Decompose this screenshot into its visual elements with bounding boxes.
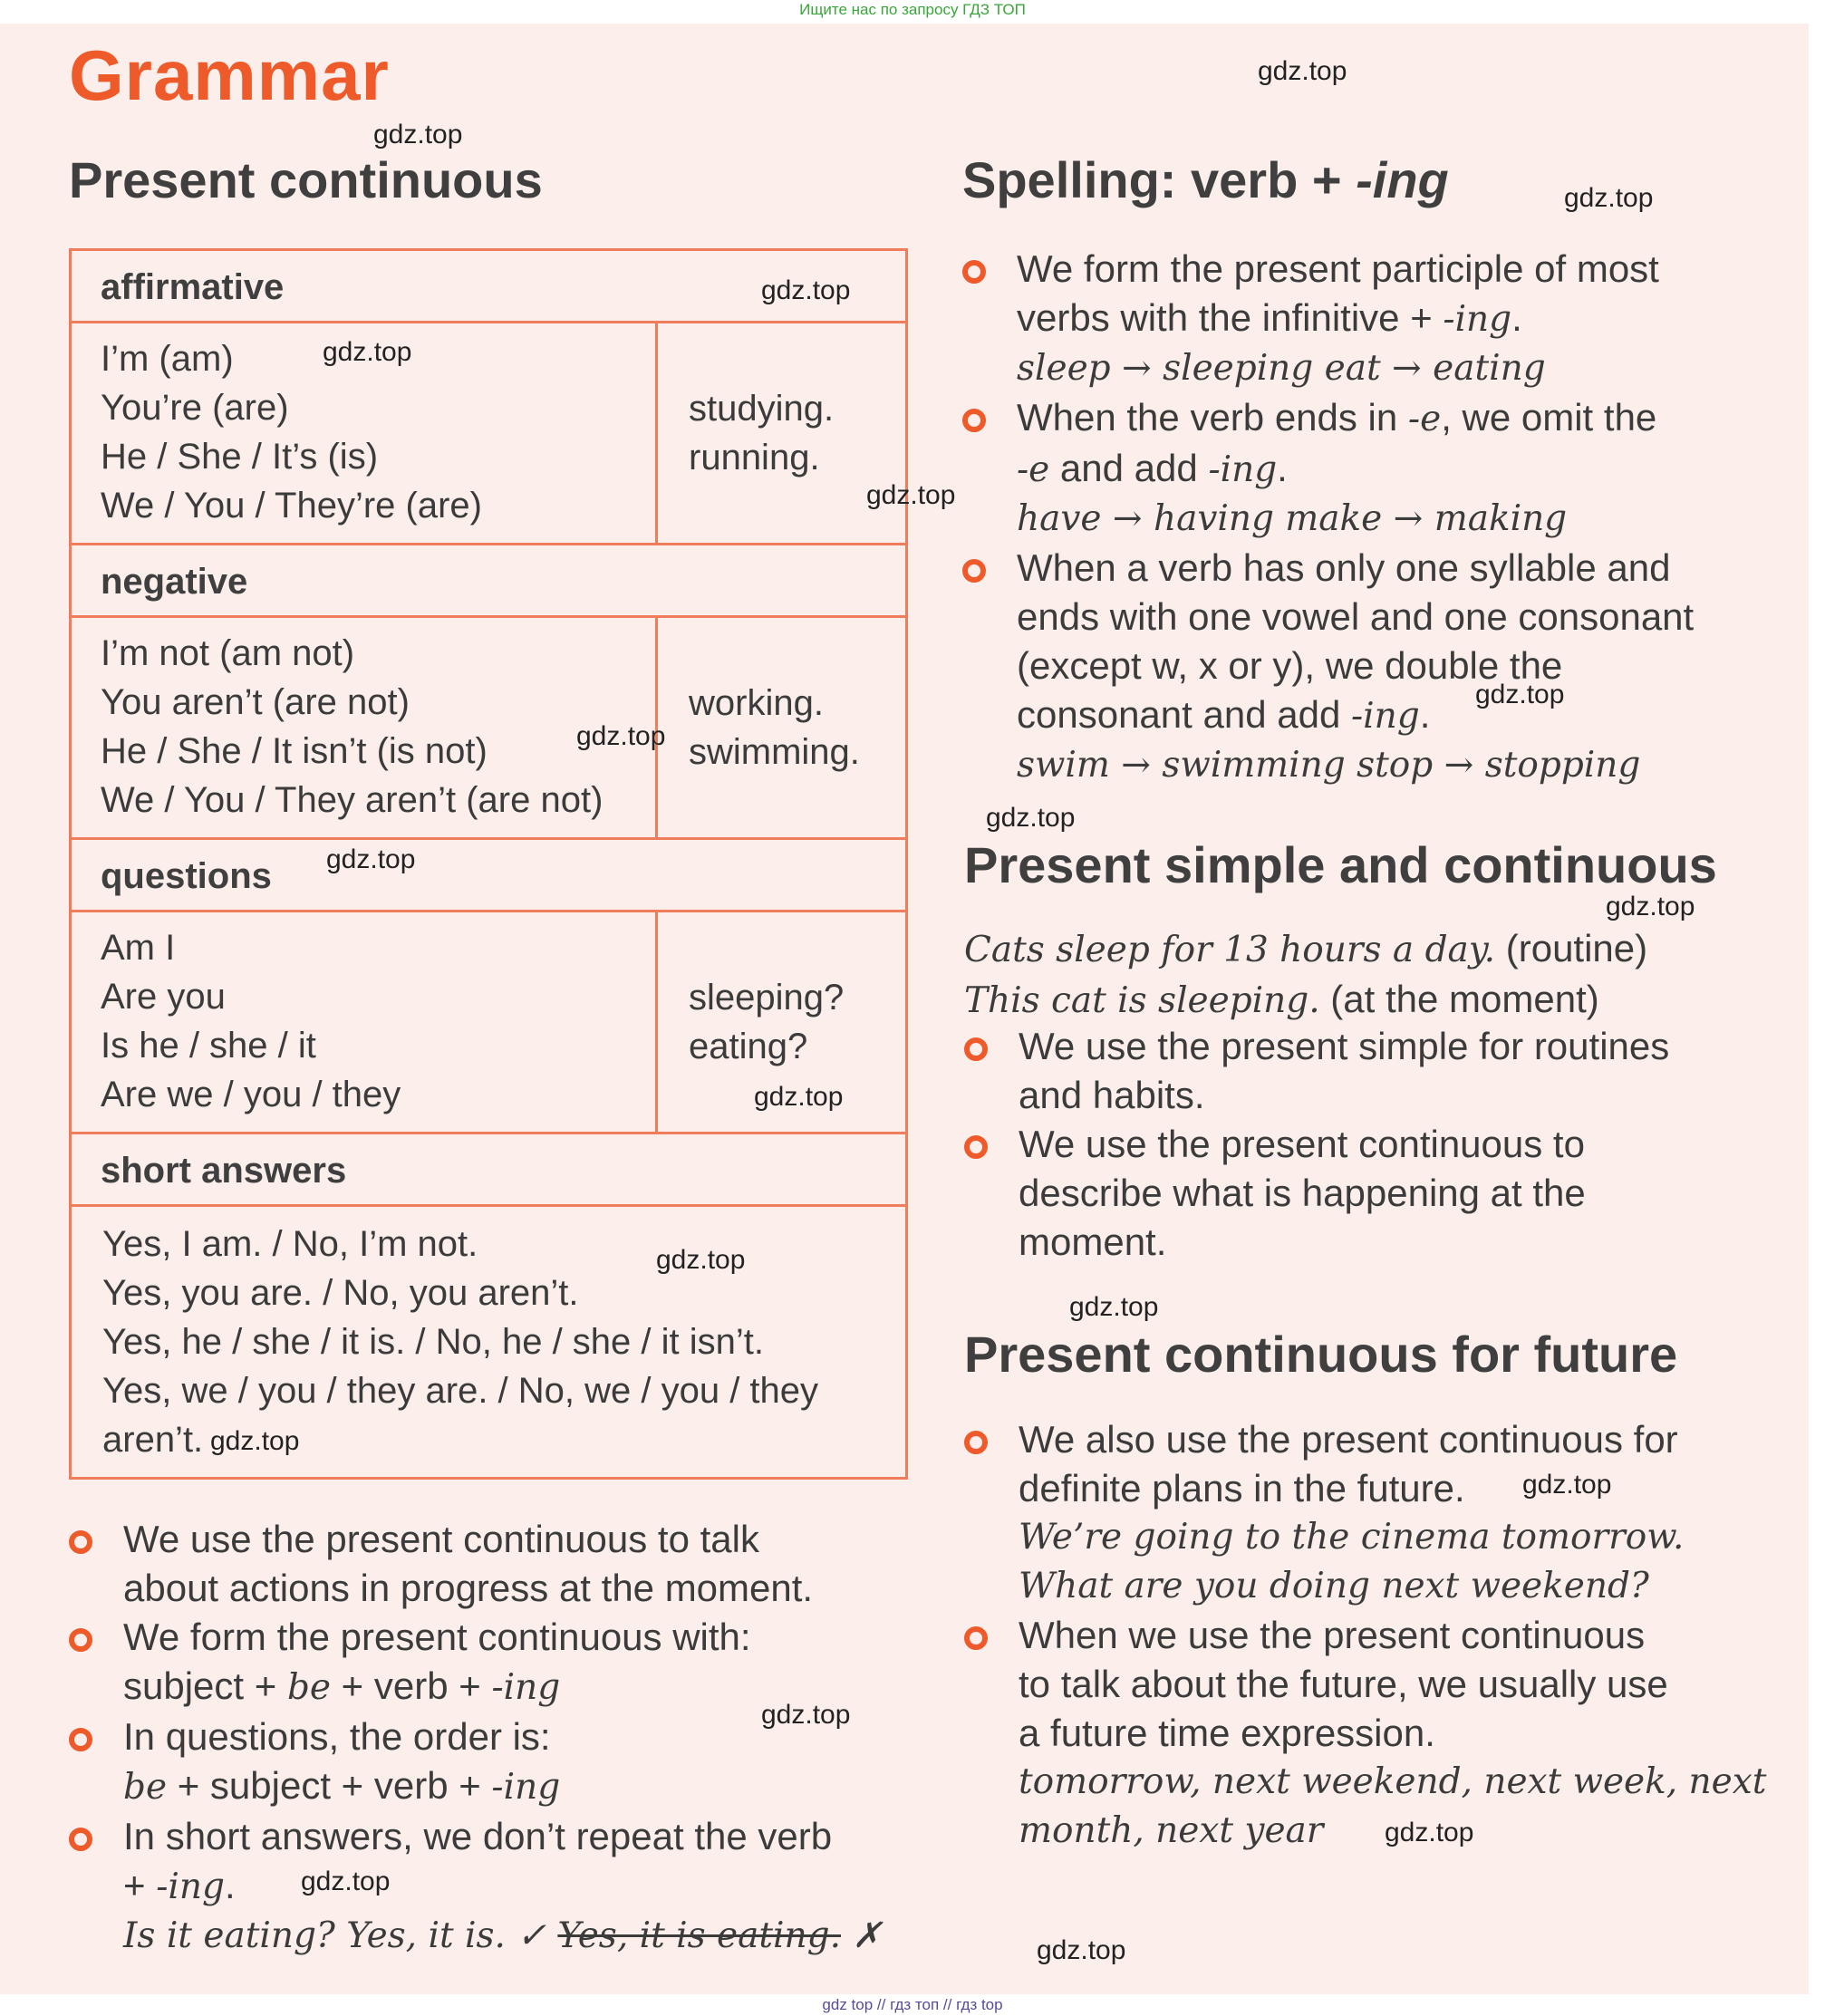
rule-text: We also use the present continuous for bbox=[1019, 1418, 1678, 1461]
example-text: sleep → sleeping eat → eating bbox=[1017, 348, 1546, 389]
list-item bbox=[964, 1611, 1798, 1856]
simple-continuous-rules bbox=[964, 1022, 1798, 1267]
textbook-page bbox=[0, 24, 1809, 1994]
bullet-circle-icon bbox=[964, 1037, 988, 1061]
table-line: Are you bbox=[101, 977, 226, 1017]
rule-text: We use the present continuous to talk bbox=[123, 1518, 759, 1560]
table-line: swimming. bbox=[689, 732, 860, 772]
rule-text: When a verb has only one syllable and bbox=[1017, 546, 1671, 589]
table-line: We / You / They aren’t (are not) bbox=[101, 780, 604, 820]
rule-text: -e and add -ing. bbox=[1017, 447, 1288, 490]
watermark: gdz.top bbox=[1475, 680, 1565, 709]
example-text: This cat is sleeping. (at the moment) bbox=[964, 978, 1599, 1021]
rule-text: to talk about the future, we usually use bbox=[1019, 1663, 1668, 1705]
rule-text: about actions in progress at the moment. bbox=[123, 1567, 814, 1609]
rule-text: We form the present participle of most bbox=[1017, 247, 1659, 290]
bottom-banner: gdz top // гдз топ // гдз top bbox=[822, 1996, 1003, 2013]
example-text: month, next year bbox=[1019, 1810, 1324, 1851]
table-line: Are we / you / they bbox=[101, 1075, 401, 1114]
list-item bbox=[962, 245, 1796, 393]
table-line: He / She / It isn’t (is not) bbox=[101, 731, 488, 771]
table-line: Yes, you are. / No, you aren’t. bbox=[102, 1273, 579, 1313]
watermark: gdz.top bbox=[754, 1082, 844, 1112]
example-text: Cats sleep for 13 hours a day. (routine) bbox=[964, 927, 1648, 970]
rule-text: consonant and add -ing. bbox=[1017, 693, 1431, 737]
bullet-circle-icon bbox=[69, 1828, 92, 1851]
rule-text: describe what is happening at the bbox=[1019, 1172, 1586, 1214]
bullet-circle-icon bbox=[964, 1135, 988, 1159]
table-line: Is he / she / it bbox=[101, 1026, 316, 1066]
rule-text: be + subject + verb + -ing bbox=[123, 1764, 561, 1808]
watermark: gdz.top bbox=[1037, 1935, 1126, 1965]
rule-text: a future time expression. bbox=[1019, 1712, 1435, 1754]
affirmative-header: affirmative bbox=[72, 251, 905, 323]
watermark: gdz.top bbox=[373, 120, 463, 150]
table-line: sleeping? bbox=[689, 978, 845, 1018]
watermark: gdz.top bbox=[1564, 183, 1654, 213]
list-item bbox=[69, 1613, 921, 1712]
watermark: gdz.top bbox=[326, 844, 416, 874]
rule-text: We use the present continuous to bbox=[1019, 1123, 1585, 1165]
example-text: What are you doing next weekend? bbox=[1019, 1566, 1649, 1606]
watermark: gdz.top bbox=[761, 275, 851, 305]
negative-subjects bbox=[72, 618, 658, 837]
rule-text: (except w, x or y), we double the bbox=[1017, 644, 1563, 687]
spelling-heading: Spelling: verb + -ing bbox=[962, 151, 1449, 208]
bullet-circle-icon bbox=[962, 559, 986, 583]
rule-text: subject + be + verb + -ing bbox=[123, 1664, 561, 1708]
watermark: gdz.top bbox=[1606, 892, 1695, 921]
negative-verbs bbox=[658, 618, 905, 837]
rule-text: In short answers, we don’t repeat the verb bbox=[123, 1815, 833, 1857]
list-item bbox=[964, 1415, 1798, 1611]
table-line: studying. bbox=[689, 389, 835, 429]
list-item bbox=[962, 393, 1796, 544]
table-line: I’m (am) bbox=[101, 339, 234, 379]
rule-text: ends with one vowel and one consonant bbox=[1017, 595, 1695, 638]
list-item bbox=[69, 1515, 921, 1613]
simple-continuous-examples bbox=[964, 924, 1647, 1026]
bullet-circle-icon bbox=[962, 260, 986, 284]
watermark: gdz.top bbox=[866, 480, 956, 510]
rule-text: moment. bbox=[1019, 1220, 1167, 1263]
table-line: Yes, we / you / they are. / No, we / you / they bbox=[102, 1371, 819, 1411]
table-line: working. bbox=[689, 683, 824, 723]
rule-text: In questions, the order is: bbox=[123, 1715, 551, 1758]
questions-subjects bbox=[72, 912, 658, 1132]
rule-text: When we use the present continuous bbox=[1019, 1614, 1646, 1656]
rule-text: When the verb ends in -e, we omit the bbox=[1017, 396, 1657, 439]
rule-text: We form the present continuous with: bbox=[123, 1616, 751, 1658]
simple-continuous-heading: Present simple and continuous bbox=[964, 836, 1717, 893]
watermark: gdz.top bbox=[1522, 1470, 1612, 1500]
questions-header: questions bbox=[72, 840, 905, 912]
affirmative-body bbox=[72, 323, 905, 545]
table-line: Yes, he / she / it is. / No, he / she / it isn’t. bbox=[102, 1322, 764, 1362]
list-item bbox=[69, 1812, 921, 1961]
rule-text: definite plans in the future. bbox=[1019, 1467, 1465, 1510]
short-answers-body bbox=[72, 1207, 905, 1477]
example-text: tomorrow, next weekend, next week, next bbox=[1019, 1761, 1767, 1802]
present-continuous-rules bbox=[69, 1515, 921, 1961]
watermark: gdz.top bbox=[656, 1245, 746, 1275]
bullet-circle-icon bbox=[964, 1626, 988, 1650]
negative-header: negative bbox=[72, 545, 905, 618]
table-line: Yes, I am. / No, I’m not. bbox=[102, 1224, 478, 1264]
rule-text: We use the present simple for routines bbox=[1019, 1025, 1670, 1067]
rule-text: verbs with the infinitive + -ing. bbox=[1017, 296, 1522, 340]
rule-text: + -ing. bbox=[123, 1864, 236, 1907]
watermark: gdz.top bbox=[1069, 1292, 1159, 1322]
watermark: gdz.top bbox=[986, 803, 1076, 833]
watermark: gdz.top bbox=[210, 1426, 300, 1456]
watermark: gdz.top bbox=[1258, 56, 1347, 86]
short-answers-header: short answers bbox=[72, 1134, 905, 1207]
spelling-rules bbox=[962, 245, 1796, 790]
list-item bbox=[964, 1022, 1798, 1120]
bullet-circle-icon bbox=[962, 409, 986, 432]
watermark: gdz.top bbox=[1385, 1818, 1474, 1847]
watermark: gdz.top bbox=[761, 1700, 851, 1730]
table-line: eating? bbox=[689, 1027, 808, 1066]
example-text: swim → swimming stop → stopping bbox=[1017, 745, 1641, 786]
table-line: We / You / They’re (are) bbox=[101, 486, 482, 526]
future-heading: Present continuous for future bbox=[964, 1326, 1678, 1383]
table-line: He / She / It’s (is) bbox=[101, 437, 379, 477]
present-continuous-heading: Present continuous bbox=[69, 151, 543, 208]
present-continuous-table bbox=[69, 248, 908, 1480]
list-item bbox=[964, 1120, 1798, 1267]
table-line: Am I bbox=[101, 928, 176, 968]
example-text: We’re going to the cinema tomorrow. bbox=[1019, 1517, 1685, 1558]
negative-body bbox=[72, 618, 905, 840]
table-line: aren’t. bbox=[102, 1420, 204, 1460]
example-text: have → having make → making bbox=[1017, 498, 1568, 539]
watermark: gdz.top bbox=[301, 1866, 391, 1896]
table-line: You’re (are) bbox=[101, 388, 289, 428]
top-banner: Ищите нас по запросу ГДЗ ТОП bbox=[799, 1, 1026, 18]
table-line: running. bbox=[689, 438, 820, 477]
bullet-circle-icon bbox=[69, 1728, 92, 1751]
example-text: Is it eating? Yes, it is. ✓ Yes, it is eating. ✗ bbox=[123, 1915, 883, 1956]
watermark: gdz.top bbox=[323, 337, 412, 367]
bullet-circle-icon bbox=[964, 1431, 988, 1454]
table-line: You aren’t (are not) bbox=[101, 682, 410, 722]
watermark: gdz.top bbox=[576, 721, 666, 751]
future-rules bbox=[964, 1415, 1798, 1856]
rule-text: and habits. bbox=[1019, 1074, 1205, 1116]
bullet-circle-icon bbox=[69, 1530, 92, 1554]
page-title: Grammar bbox=[69, 35, 390, 115]
table-line: I’m not (am not) bbox=[101, 633, 355, 673]
bullet-circle-icon bbox=[69, 1628, 92, 1652]
list-item bbox=[962, 544, 1796, 790]
